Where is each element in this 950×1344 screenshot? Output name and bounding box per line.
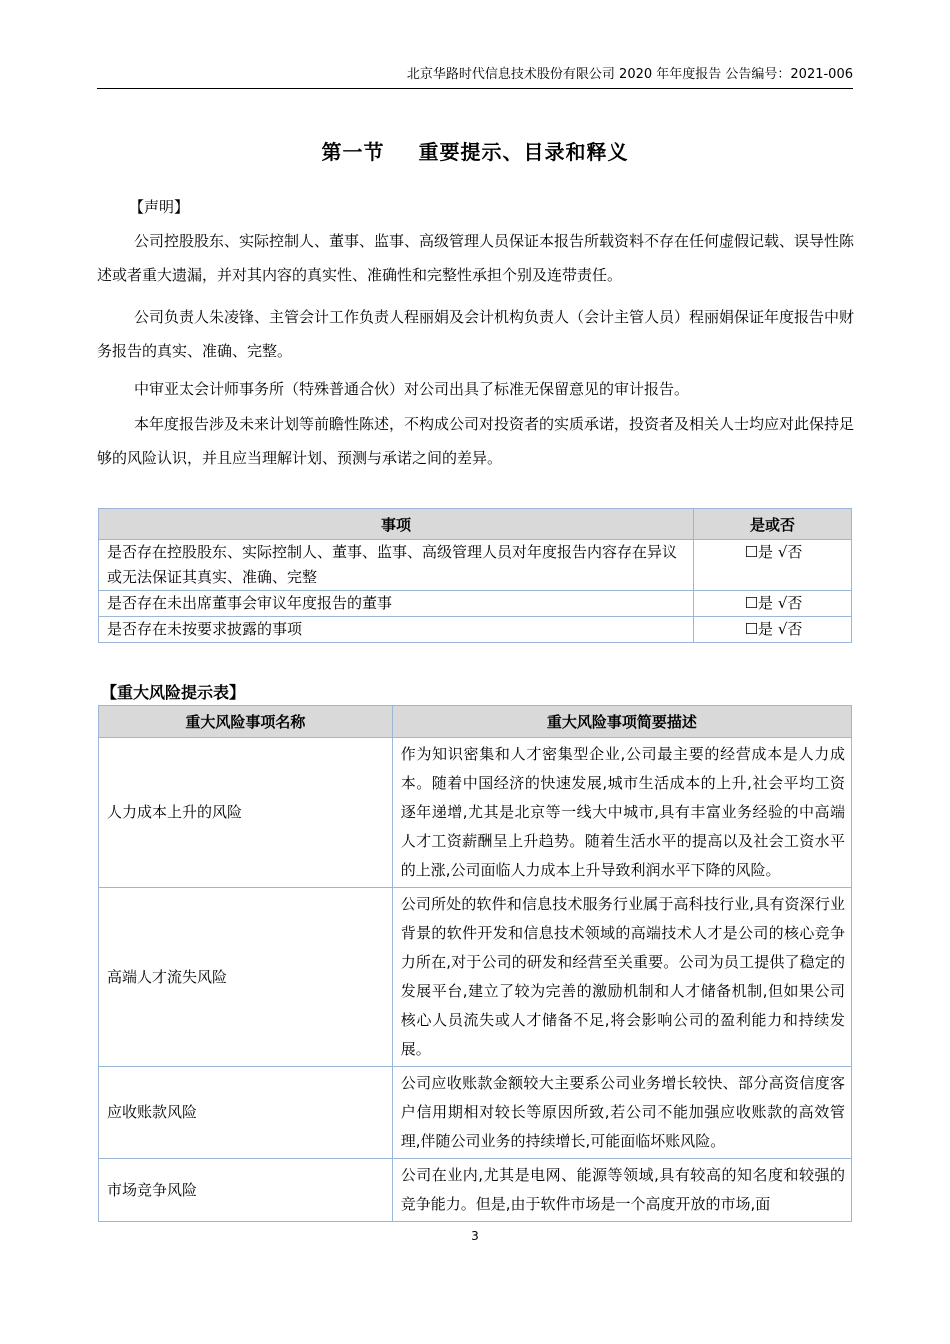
risk-description-cell: 公司应收账款金额较大主要系公司业务增长较快、部分高资信度客户信用期相对较长等原因所致,若公司不能加强应收账款的高效管理,伴随公司业务的持续增长,可能面临坏账风险。	[392, 1067, 851, 1159]
risk-table-heading: 【重大风险提示表】	[101, 683, 246, 702]
answer-cell: ☐是 √否	[694, 540, 852, 591]
column-header-matter: 事项	[99, 509, 694, 540]
table-row	[99, 540, 852, 591]
declaration-label: 【声明】	[129, 198, 190, 216]
risk-description-cell: 作为知识密集和人才密集型企业,公司最主要的经营成本是人力成本。随着中国经济的快速发展,城市生活成本的上升,社会平均工资逐年递增,尤其是北京等一线大中城市,具有丰富业务经验的中高端人才工资薪酬呈上升趋势。随着生活水平的提高以及社会工资水平的上涨,公司面临人力成本上升导致利润水平下降的风险。	[392, 738, 851, 888]
table-row	[99, 1159, 852, 1222]
column-header-yes-no: 是或否	[694, 509, 852, 540]
risk-name-cell: 人力成本上升的风险	[99, 738, 393, 888]
risk-description-cell: 公司在业内,尤其是电网、能源等领域,具有较高的知名度和较强的竞争能力。但是,由于软件市场是一个高度开放的市场,面	[392, 1159, 851, 1222]
table-row	[99, 591, 852, 617]
matter-cell: 是否存在控股股东、实际控制人、董事、监事、高级管理人员对年度报告内容存在异议或无法保证其真实、准确、完整	[99, 540, 694, 591]
declaration-paragraph: 公司负责人朱凌锋、主管会计工作负责人程丽娟及会计机构负责人（会计主管人员）程丽娟保证年度报告中财务报告的真实、准确、完整。	[97, 308, 855, 360]
matter-cell: 是否存在未出席董事会审议年度报告的董事	[99, 591, 694, 617]
page-number: 3	[471, 1229, 479, 1243]
risk-description-cell: 公司所处的软件和信息技术服务行业属于高科技行业,具有资深行业背景的软件开发和信息技术领域的高端技术人才是公司的核心竞争力所在,对于公司的研发和经营至关重要。公司为员工提供了稳定的发展平台,建立了较为完善的激励机制和人才储备机制,但如果公司核心人员流失或人才储备不足,将会影响公司的盈利能力和持续发展。	[392, 888, 851, 1067]
section-number: 第一节	[321, 140, 385, 164]
table-row	[99, 617, 852, 643]
declaration-paragraph: 中审亚太会计师事务所（特殊普通合伙）对公司出具了标准无保留意见的审计报告。	[134, 380, 690, 398]
answer-cell: ☐是 √否	[694, 617, 852, 643]
section-title	[0, 136, 950, 165]
risk-name-cell: 应收账款风险	[99, 1067, 393, 1159]
table-row	[99, 738, 852, 888]
risk-table	[98, 705, 852, 1222]
table-header-row	[99, 706, 852, 738]
page-header	[97, 66, 853, 89]
risk-name-cell: 高端人才流失风险	[99, 888, 393, 1067]
header-text: 北京华路时代信息技术股份有限公司 2020 年年度报告 公告编号：2021-006	[406, 67, 853, 82]
table-row	[99, 888, 852, 1067]
declaration-paragraph: 公司控股股东、实际控制人、董事、监事、高级管理人员保证本报告所载资料不存在任何虚假记载、误导性陈述或者重大遗漏，并对其内容的真实性、准确性和完整性承担个别及连带责任。	[97, 232, 855, 284]
matters-table	[98, 508, 852, 643]
column-header-risk-name: 重大风险事项名称	[99, 706, 393, 738]
section-heading: 重要提示、目录和释义	[418, 140, 629, 164]
risk-name-cell: 市场竞争风险	[99, 1159, 393, 1222]
table-header-row	[99, 509, 852, 540]
declaration-paragraph: 本年度报告涉及未来计划等前瞻性陈述，不构成公司对投资者的实质承诺，投资者及相关人士均应对此保持足够的风险认识，并且应当理解计划、预测与承诺之间的差异。	[97, 415, 855, 467]
answer-cell: ☐是 √否	[694, 591, 852, 617]
matter-cell: 是否存在未按要求披露的事项	[99, 617, 694, 643]
column-header-risk-description: 重大风险事项简要描述	[392, 706, 851, 738]
table-row	[99, 1067, 852, 1159]
